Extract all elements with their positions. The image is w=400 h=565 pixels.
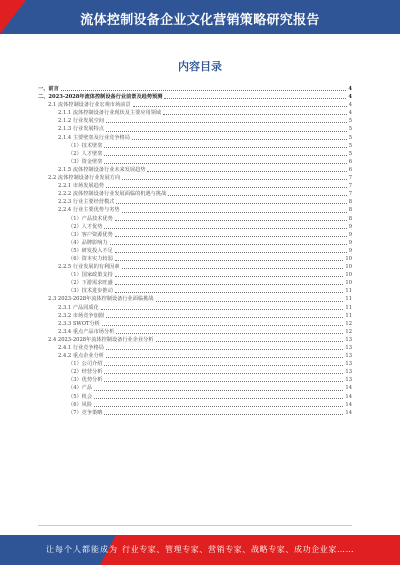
toc-entry[interactable] — [38, 279, 352, 287]
toc-heading: 内容目录 — [178, 60, 222, 73]
toc-entry-label: 2.1.5 流体控制设备行业未来发展趋势 — [58, 166, 146, 173]
toc-dot-leader — [106, 122, 347, 123]
toc-entry[interactable] — [38, 101, 352, 109]
toc-dot-leader — [104, 163, 346, 164]
toc-entry-page: 11 — [345, 296, 352, 303]
toc-entry[interactable] — [38, 304, 352, 312]
toc-entry-label: 2.2.2 流体控制设备行业发展面临的机遇与挑战 — [58, 191, 167, 198]
toc-entry-label: （1）技术壁垒 — [68, 142, 103, 149]
toc-entry-page: 13 — [345, 345, 352, 351]
toc-entry-page: 5 — [348, 142, 352, 149]
toc-dot-leader — [106, 357, 343, 358]
toc-dot-leader — [115, 260, 344, 261]
toc-entry[interactable] — [38, 158, 352, 166]
toc-dot-leader — [104, 155, 346, 156]
toc-entry-page: 10 — [345, 280, 352, 287]
toc-entry[interactable] — [38, 134, 352, 142]
toc-dot-leader — [115, 292, 344, 293]
toc-entry[interactable] — [38, 295, 352, 303]
toc-dot-leader — [104, 373, 343, 374]
page-divider — [38, 525, 352, 526]
toc-entry[interactable] — [38, 409, 352, 417]
toc-entry-page: 14 — [345, 409, 352, 416]
toc-dot-leader — [61, 90, 347, 91]
toc-entry[interactable] — [38, 336, 352, 344]
toc-entry-label: （2）人才优势 — [68, 223, 103, 230]
toc-entry-label: （3）优势分析 — [68, 377, 103, 384]
toc-entry-label: （1）公司介绍 — [68, 361, 103, 368]
toc-entry[interactable] — [38, 255, 352, 263]
toc-entry[interactable] — [38, 287, 352, 295]
toc-entry[interactable] — [38, 206, 352, 214]
toc-entry-page: 14 — [345, 385, 352, 392]
toc-entry-label: （4）产品 — [68, 385, 93, 392]
toc-entry-page: 4 — [348, 102, 352, 109]
toc-entry-page: 7 — [348, 183, 352, 190]
toc-entry-label: 2.2.4 行业主要优势与劣势 — [58, 207, 120, 214]
toc-entry[interactable] — [38, 368, 352, 376]
toc-entry-page: 5 — [348, 126, 352, 133]
toc-entry[interactable] — [38, 117, 352, 125]
toc-entry-label: 2.3.2 市场竞争加剧 — [58, 312, 104, 319]
toc-entry-label: 2.1.2 行业发展空间 — [58, 118, 104, 125]
toc-entry-page: 8 — [348, 207, 352, 214]
toc-entry-page: 14 — [345, 401, 352, 408]
toc-entry-page: 7 — [348, 175, 352, 182]
toc-dot-leader — [94, 398, 343, 399]
toc-entry-page: 13 — [345, 377, 352, 384]
toc-entry[interactable] — [38, 360, 352, 368]
toc-entry-page: 10 — [345, 264, 352, 271]
toc-entry[interactable] — [38, 93, 352, 101]
toc-dot-leader — [106, 349, 343, 350]
toc-entry-label: 2.1.4 主要壁垒及行业竞争格局 — [58, 134, 130, 141]
toc-entry-label: 2.4.1 行业竞争格局 — [58, 345, 104, 351]
toc-entry-label: （1）国家政策支持 — [68, 272, 113, 279]
toc-entry[interactable] — [38, 150, 352, 158]
toc-entry-label: （5）机会 — [68, 393, 93, 400]
toc-entry-page: 10 — [345, 255, 352, 262]
toc-entry[interactable] — [38, 223, 352, 231]
toc-entry-page: 11 — [345, 304, 352, 311]
toc-entry-page: 10 — [345, 272, 352, 279]
toc-dot-leader — [106, 317, 343, 318]
toc-dot-leader — [122, 268, 344, 269]
toc-dot-leader — [94, 406, 343, 407]
toc-entry[interactable] — [38, 328, 352, 336]
toc-entry-page: 11 — [345, 312, 352, 319]
toc-entry-page: 12 — [345, 328, 352, 335]
toc-dot-leader — [115, 284, 344, 285]
toc-dot-leader — [156, 341, 344, 342]
toc-entry[interactable] — [38, 182, 352, 190]
toc-dot-leader — [116, 333, 343, 334]
table-of-contents — [38, 85, 352, 417]
toc-entry-label: （1）产品技术优势 — [68, 215, 113, 222]
footer-slogan: 让每个人都能成为 — [46, 545, 118, 554]
toc-entry[interactable] — [38, 401, 352, 409]
toc-entry-label: （6）资本实力较弱 — [68, 255, 113, 262]
toc-entry[interactable] — [38, 85, 352, 93]
toc-entry-label: 2.1.3 行业发展特点 — [58, 126, 104, 133]
toc-dot-leader — [168, 195, 346, 196]
toc-entry[interactable] — [38, 263, 352, 271]
toc-entry[interactable] — [38, 384, 352, 392]
toc-entry[interactable] — [38, 344, 352, 352]
toc-entry-label: 二、2023-2028年流体控制设备行业前景及趋势预测 — [38, 94, 163, 101]
toc-dot-leader — [104, 365, 343, 366]
toc-entry-label: （3）客户资源优势 — [68, 231, 113, 238]
toc-entry-page: 5 — [348, 118, 352, 125]
toc-dot-leader — [132, 139, 347, 140]
toc-entry-label: 2.3 2023-2028年流体控制设备行业面临挑战 — [48, 296, 154, 303]
toc-entry-page: 9 — [348, 231, 352, 238]
toc-entry[interactable] — [38, 312, 352, 320]
toc-entry[interactable] — [38, 376, 352, 384]
toc-dot-leader — [104, 228, 346, 229]
toc-entry[interactable] — [38, 393, 352, 401]
toc-dot-leader — [163, 114, 347, 115]
toc-entry[interactable] — [38, 271, 352, 279]
toc-entry[interactable] — [38, 166, 352, 174]
toc-dot-leader — [115, 276, 344, 277]
toc-entry[interactable] — [38, 320, 352, 328]
toc-dot-leader — [106, 131, 347, 132]
toc-dot-leader — [115, 236, 347, 237]
toc-entry[interactable] — [38, 247, 352, 255]
toc-entry-page: 4 — [348, 86, 352, 92]
toc-entry-label: 2.2.1 市场发展趋势 — [58, 183, 104, 190]
toc-dot-leader — [106, 187, 347, 188]
report-header — [0, 0, 400, 34]
toc-entry[interactable] — [38, 239, 352, 247]
toc-entry-page: 9 — [348, 247, 352, 254]
toc-dot-leader — [101, 309, 344, 310]
toc-entry-label: （2）人才壁垒 — [68, 150, 103, 157]
toc-entry[interactable] — [38, 352, 352, 360]
toc-entry-page: 13 — [345, 361, 352, 368]
toc-dot-leader — [122, 212, 347, 213]
toc-dot-leader — [104, 414, 343, 415]
toc-entry-label: （7）竞争策略 — [68, 409, 103, 416]
toc-entry-label: 2.2.3 行业主要经营模式 — [58, 199, 115, 206]
toc-entry[interactable] — [38, 109, 352, 117]
toc-entry-page: 5 — [348, 150, 352, 157]
toc-entry[interactable] — [38, 231, 352, 239]
report-title: 流体控制设备企业文化营销策略研究报告 — [80, 13, 320, 28]
toc-entry-page: 13 — [345, 353, 352, 360]
toc-dot-leader — [147, 171, 346, 172]
toc-entry-page: 13 — [345, 336, 352, 343]
toc-entry-page: 11 — [345, 288, 352, 295]
report-footer — [0, 535, 400, 565]
toc-entry-page: 4 — [348, 94, 352, 101]
toc-entry[interactable] — [38, 215, 352, 223]
toc-entry-page: 13 — [345, 369, 352, 376]
toc-entry-label: （4）品牌影响力 — [68, 239, 108, 246]
toc-entry-label: 2.3.3 SWOT分析 — [58, 320, 100, 327]
toc-dot-leader — [115, 252, 347, 253]
toc-dot-leader — [116, 203, 346, 204]
toc-entry-label: 2.3.1 产品同质化 — [58, 304, 99, 311]
toc-entry[interactable] — [38, 174, 352, 182]
toc-dot-leader — [133, 106, 347, 107]
toc-entry[interactable] — [38, 190, 352, 198]
toc-entry-label: 2.2.5 行业发展的有利因素 — [58, 264, 120, 271]
toc-entry-label: 2.2 流体控制设备行业发展方向 — [48, 175, 121, 182]
toc-entry-label: （3）资金壁垒 — [68, 158, 103, 165]
toc-entry-page: 8 — [348, 215, 352, 222]
toc-entry-label: 2.4 2023-2028年流体控制设备行业企业分析 — [48, 336, 154, 343]
toc-entry-label: 一、前言 — [38, 86, 59, 92]
toc-dot-leader — [94, 390, 343, 391]
toc-dot-leader — [104, 147, 346, 148]
toc-dot-leader — [164, 98, 346, 99]
toc-dot-leader — [115, 220, 347, 221]
toc-entry-page: 14 — [345, 393, 352, 400]
toc-entry-label: （2）经营分析 — [68, 369, 103, 376]
toc-entry-page: 6 — [348, 166, 352, 173]
footer-roles: 行业专家、管理专家、营销专家、战略专家、成功企业家…… — [122, 545, 355, 554]
toc-entry-page: 9 — [348, 239, 352, 246]
toc-entry-label: 2.1 流体控制设备行业宏观市场前景 — [48, 102, 131, 109]
toc-entry-page: 12 — [345, 320, 352, 327]
toc-entry-label: 2.4.2 重点企业分析 — [58, 353, 104, 360]
toc-entry-page: 7 — [348, 191, 352, 198]
toc-entry-page: 8 — [348, 199, 352, 206]
toc-entry[interactable] — [38, 125, 352, 133]
toc-entry-label: （6）风险 — [68, 401, 93, 408]
toc-entry-page: 6 — [348, 158, 352, 165]
toc-entry[interactable] — [38, 142, 352, 150]
toc-entry-page: 9 — [348, 223, 352, 230]
toc-dot-leader — [122, 179, 347, 180]
toc-dot-leader — [110, 244, 347, 245]
toc-entry-label: （3）技术进步推动 — [68, 288, 113, 295]
toc-dot-leader — [104, 381, 343, 382]
toc-dot-leader — [156, 301, 344, 302]
toc-entry-label: 2.1.1 流体控制设备行业现状及主要应用领域 — [58, 110, 162, 117]
toc-entry-page: 5 — [348, 134, 352, 141]
toc-entry-label: （5）研发投入不足 — [68, 247, 113, 254]
toc-entry-label: 2.3.4 重点产品市场分析 — [58, 328, 115, 335]
toc-entry[interactable] — [38, 198, 352, 206]
toc-entry-label: （2）下游需求旺盛 — [68, 280, 113, 287]
toc-entry-page: 4 — [348, 110, 352, 117]
toc-dot-leader — [102, 325, 344, 326]
